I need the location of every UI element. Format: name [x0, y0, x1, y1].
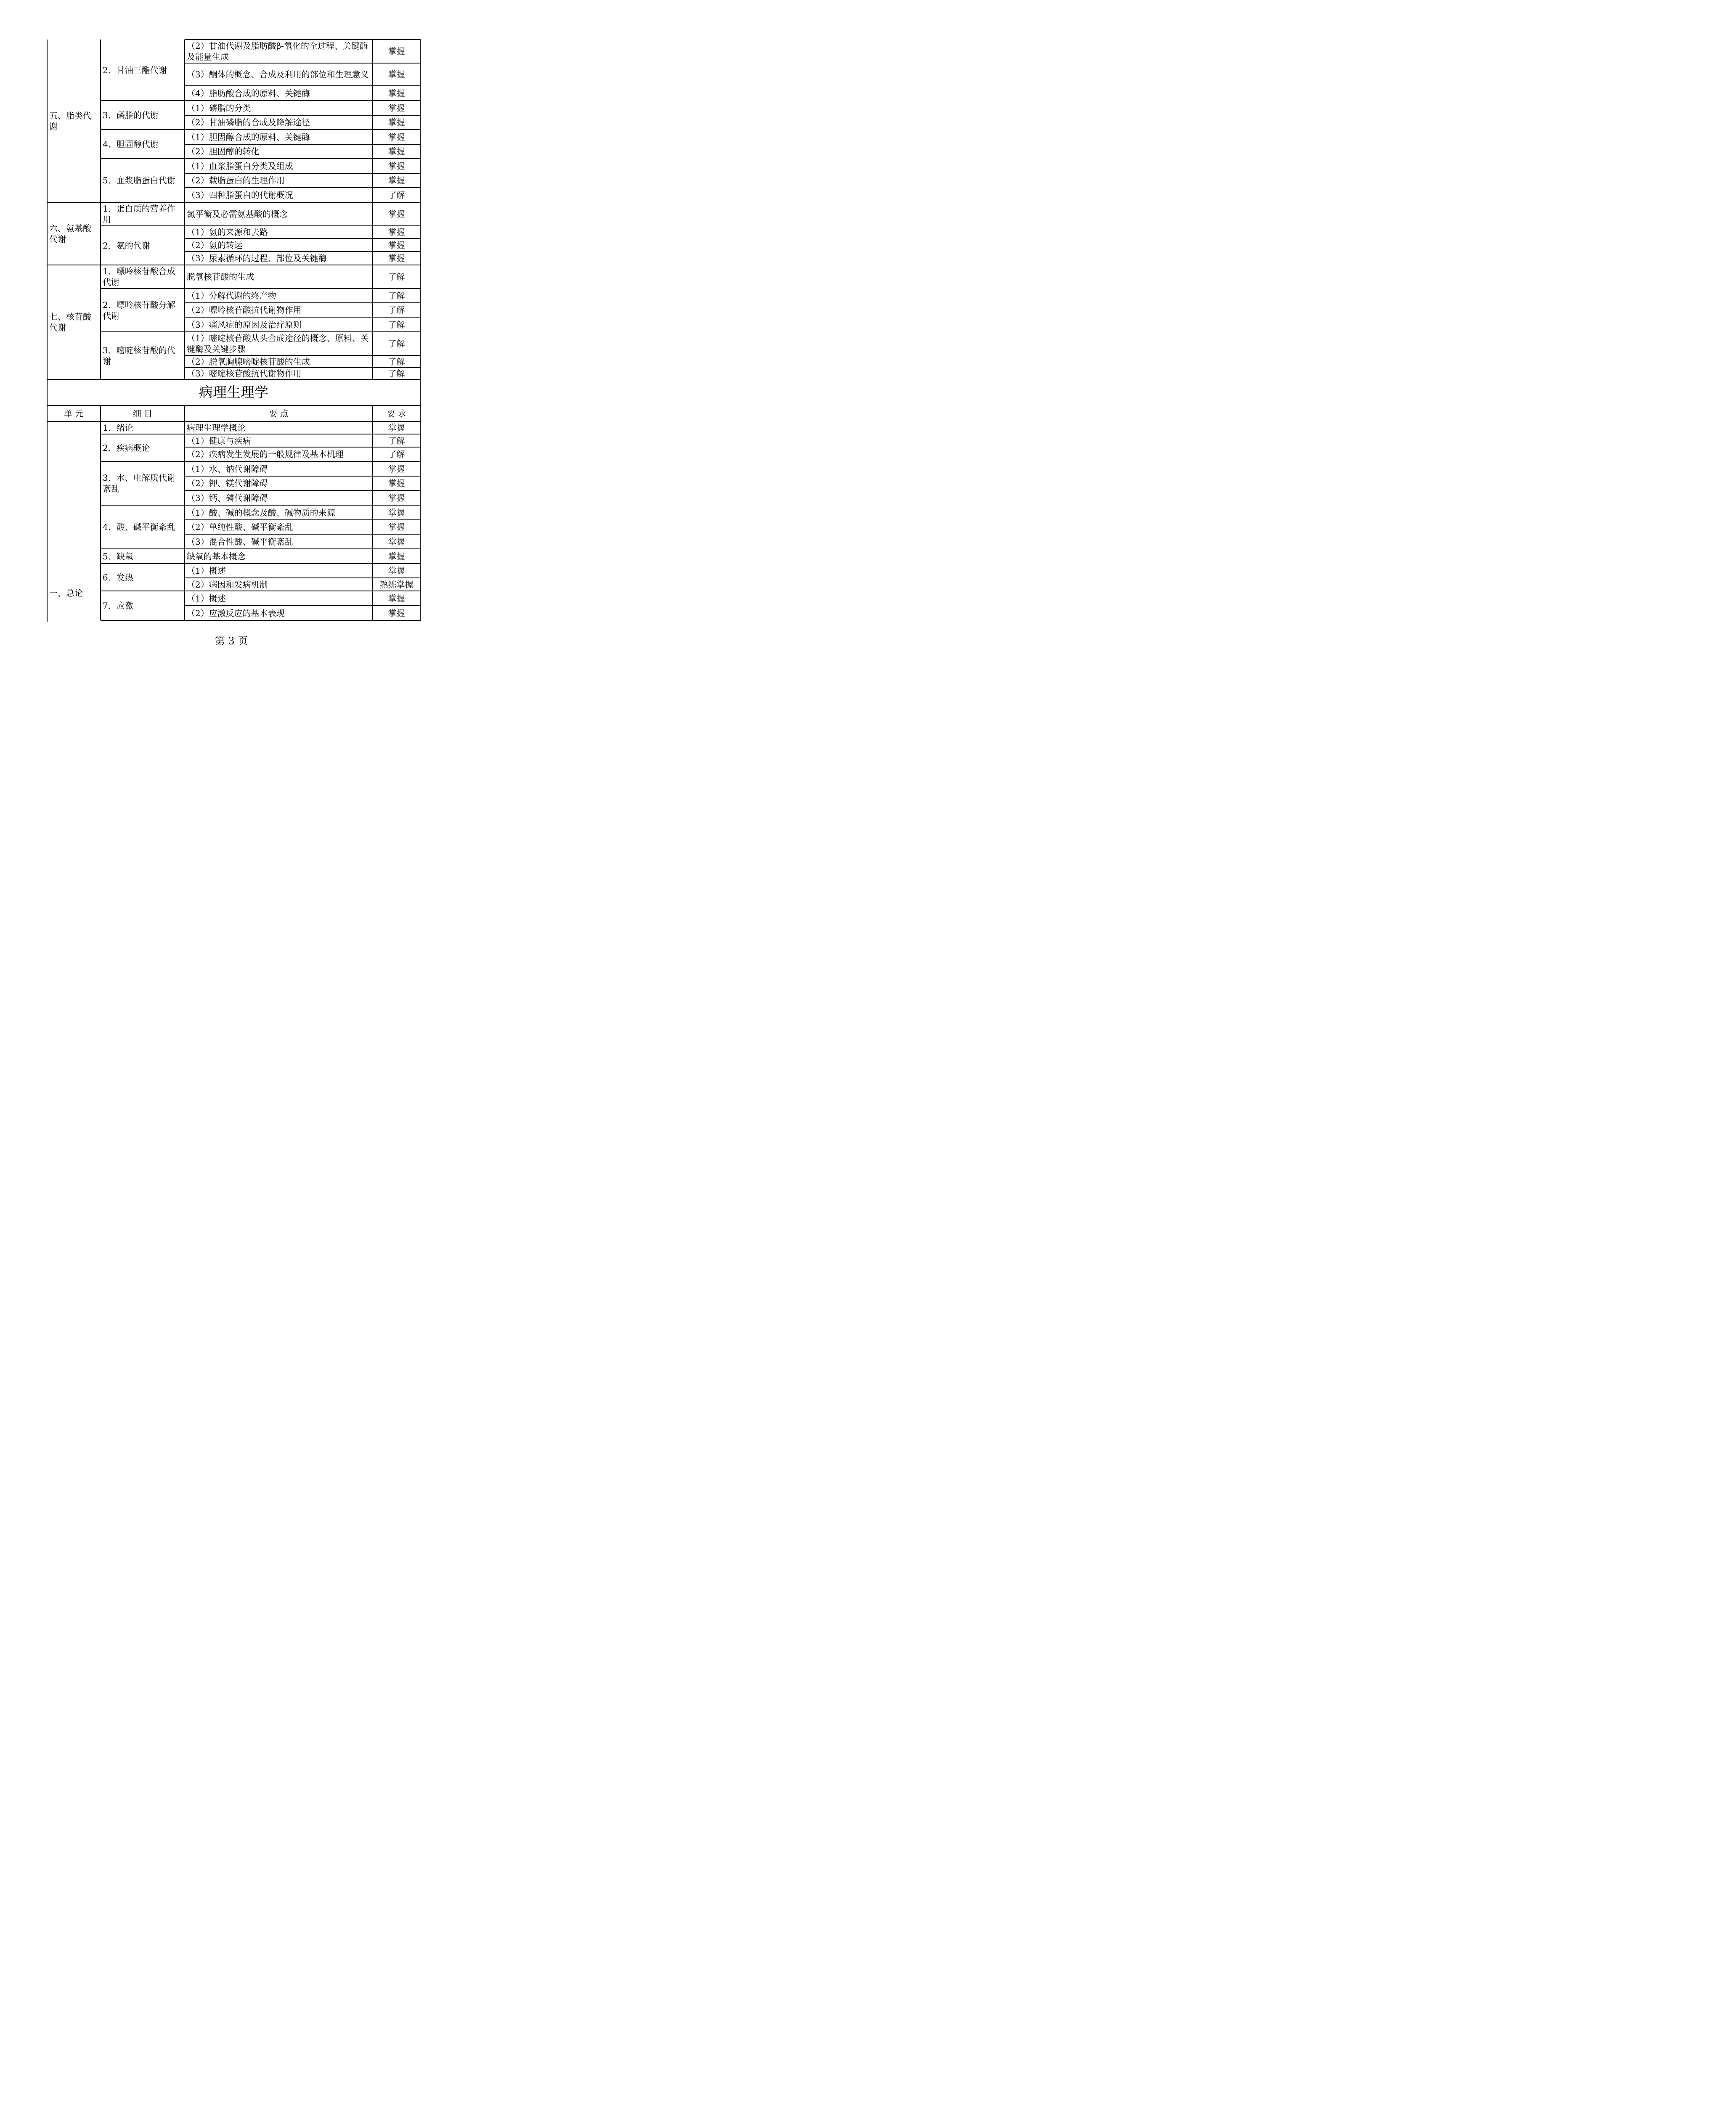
requirement: 掌握: [388, 253, 405, 263]
item-label: 3．水、电解质代谢紊乱: [103, 473, 175, 494]
table-rule: [184, 405, 185, 421]
point-text: （2）应激反应的基本表现: [187, 608, 285, 618]
item-label: 1．蛋白质的营养作用: [103, 204, 175, 225]
point-text: （1）概述: [187, 566, 226, 576]
point-text: （3）酮体的概念、合成及利用的部位和生理意义: [187, 69, 369, 79]
document-page: [0, 0, 463, 653]
header-point: 要 点: [269, 408, 289, 418]
requirement: 掌握: [388, 566, 405, 576]
table-rule: [47, 40, 48, 379]
item-label: 4．胆固醇代谢: [103, 139, 159, 149]
requirement: 熟练掌握: [379, 579, 413, 590]
point-text: 缺氧的基本概念: [187, 551, 246, 562]
requirement: 掌握: [388, 103, 405, 113]
table-rule: [101, 620, 185, 621]
requirement: 了解: [388, 319, 405, 330]
table-rule: [184, 40, 185, 379]
table-rule: [372, 405, 373, 421]
point-text: （1）水、钠代谢障碍: [187, 464, 268, 474]
requirement: 掌握: [388, 46, 405, 56]
point-text: （2）甘油磷脂的合成及降解途径: [187, 117, 310, 127]
requirement: 掌握: [388, 536, 405, 547]
point-text: （1）磷脂的分类: [187, 103, 251, 113]
point-text: （2）胆固醇的转化: [187, 146, 260, 156]
requirement: 掌握: [388, 593, 405, 604]
header-requirement: 要 求: [387, 408, 406, 418]
requirement: 了解: [388, 356, 405, 367]
item-label: 6．发热: [103, 572, 133, 583]
requirement: 掌握: [388, 69, 405, 79]
point-text: （3）尿素循环的过程、部位及关键酶: [187, 253, 327, 263]
requirement: 掌握: [388, 608, 405, 618]
requirement: 了解: [388, 272, 405, 282]
point-text: 病理生理学概论: [187, 423, 246, 433]
item-label: 2．嘌呤核苷酸分解代谢: [103, 299, 175, 321]
requirement: 掌握: [388, 117, 405, 127]
table-rule: [47, 421, 48, 622]
requirement: 掌握: [388, 227, 405, 237]
requirement: 掌握: [388, 132, 405, 142]
unit-label: 七、核苷酸代谢: [49, 312, 91, 333]
item-label: 1．嘌呤核苷酸合成代谢: [103, 266, 175, 287]
table-rule: [185, 39, 421, 40]
requirement: 掌握: [388, 209, 405, 219]
item-label: 3．嘧啶核苷酸的代谢: [103, 345, 175, 366]
header-item: 细 目: [133, 408, 153, 418]
point-text: （2）钾、镁代谢障碍: [187, 478, 268, 488]
table-rule: [47, 421, 421, 422]
point-text: （1）酸、碱的概念及酸、碱物质的来源: [187, 507, 335, 518]
requirement: 了解: [388, 449, 405, 459]
table-rule: [100, 405, 101, 421]
requirement: 掌握: [388, 146, 405, 156]
point-text: （1）分解代谢的终产物: [187, 291, 276, 301]
point-text: 脱氧核苷酸的生成: [187, 272, 254, 282]
requirement: 了解: [388, 368, 405, 379]
requirement: 掌握: [388, 507, 405, 518]
unit-label: 六、氨基酸代谢: [49, 223, 91, 244]
requirement: 了解: [388, 305, 405, 315]
requirement: 掌握: [388, 240, 405, 250]
requirement: 掌握: [388, 493, 405, 503]
point-text: （2）病因和发病机制: [187, 579, 268, 590]
point-text: （4）脂肪酸合成的原料、关键酶: [187, 88, 310, 98]
point-text: （1）概述: [187, 593, 226, 604]
point-text: （1）嘧啶核苷酸从头合成途径的概念、原料、关键酶及关键步骤: [187, 333, 369, 354]
point-text: （2）脱氧胸腺嘧啶核苷酸的生成: [187, 356, 310, 367]
requirement: 了解: [388, 190, 405, 200]
requirement: 了解: [388, 339, 405, 349]
table-rule: [372, 40, 373, 379]
requirement: 掌握: [388, 551, 405, 562]
unit-label: 五、脂类代谢: [49, 110, 91, 132]
item-label: 7．应激: [103, 601, 133, 611]
table-rule: [372, 421, 373, 620]
point-text: （1）胆固醇合成的原料、关键酶: [187, 132, 310, 142]
point-text: （2）单纯性酸、碱平衡紊乱: [187, 522, 293, 532]
point-text: （2）嘌呤核苷酸抗代谢物作用: [187, 305, 302, 315]
table-rule: [100, 40, 101, 379]
point-text: （1）血浆脂蛋白分类及组成: [187, 161, 293, 171]
item-label: 2．疾病概论: [103, 442, 150, 453]
point-text: （3）混合性酸、碱平衡紊乱: [187, 536, 293, 547]
point-text: （3）钙、磷代谢障碍: [187, 493, 268, 503]
item-label: 1．绪论: [103, 423, 133, 433]
point-text: 氮平衡及必需氨基酸的概念: [187, 209, 288, 219]
header-unit: 单 元: [64, 408, 84, 418]
unit-label: 一、总论: [49, 588, 83, 598]
requirement: 了解: [388, 291, 405, 301]
point-text: （3）嘧啶核苷酸抗代谢物作用: [187, 368, 302, 379]
point-text: （1）氨的来源和去路: [187, 227, 268, 237]
table-rule: [184, 421, 185, 620]
requirement: 掌握: [388, 522, 405, 532]
point-text: （3）痛风症的原因及治疗原则: [187, 319, 302, 330]
table-rule: [420, 421, 421, 620]
requirement: 掌握: [388, 423, 405, 433]
requirement: 掌握: [388, 464, 405, 474]
point-text: （1）健康与疾病: [187, 435, 251, 446]
point-text: （2）疾病发生发展的一般规律及基本机理: [187, 449, 344, 459]
requirement: 掌握: [388, 161, 405, 171]
item-label: 5．缺氧: [103, 551, 133, 562]
section-title: 病理生理学: [199, 384, 268, 400]
table-rule: [420, 40, 421, 379]
requirement: 掌握: [388, 175, 405, 185]
item-label: 2．甘油三酯代谢: [103, 65, 167, 75]
item-label: 4．酸、碱平衡紊乱: [103, 522, 175, 532]
page-number: 第 3 页: [215, 635, 248, 647]
point-text: （2）甘油代谢及脂肪酸β-氧化的全过程、关键酶及能量生成: [187, 41, 368, 62]
requirement: 了解: [388, 435, 405, 446]
point-text: （2）氨的转运: [187, 240, 243, 250]
table-rule: [185, 620, 421, 621]
point-text: （2）载脂蛋白的生理作用: [187, 175, 285, 185]
table-rule: [100, 421, 101, 620]
point-text: （3）四种脂蛋白的代谢概况: [187, 190, 293, 200]
requirement: 掌握: [388, 88, 405, 98]
item-label: 3．磷脂的代谢: [103, 110, 159, 120]
item-label: 2．氨的代谢: [103, 240, 150, 251]
requirement: 掌握: [388, 478, 405, 488]
item-label: 5．血浆脂蛋白代谢: [103, 175, 175, 185]
